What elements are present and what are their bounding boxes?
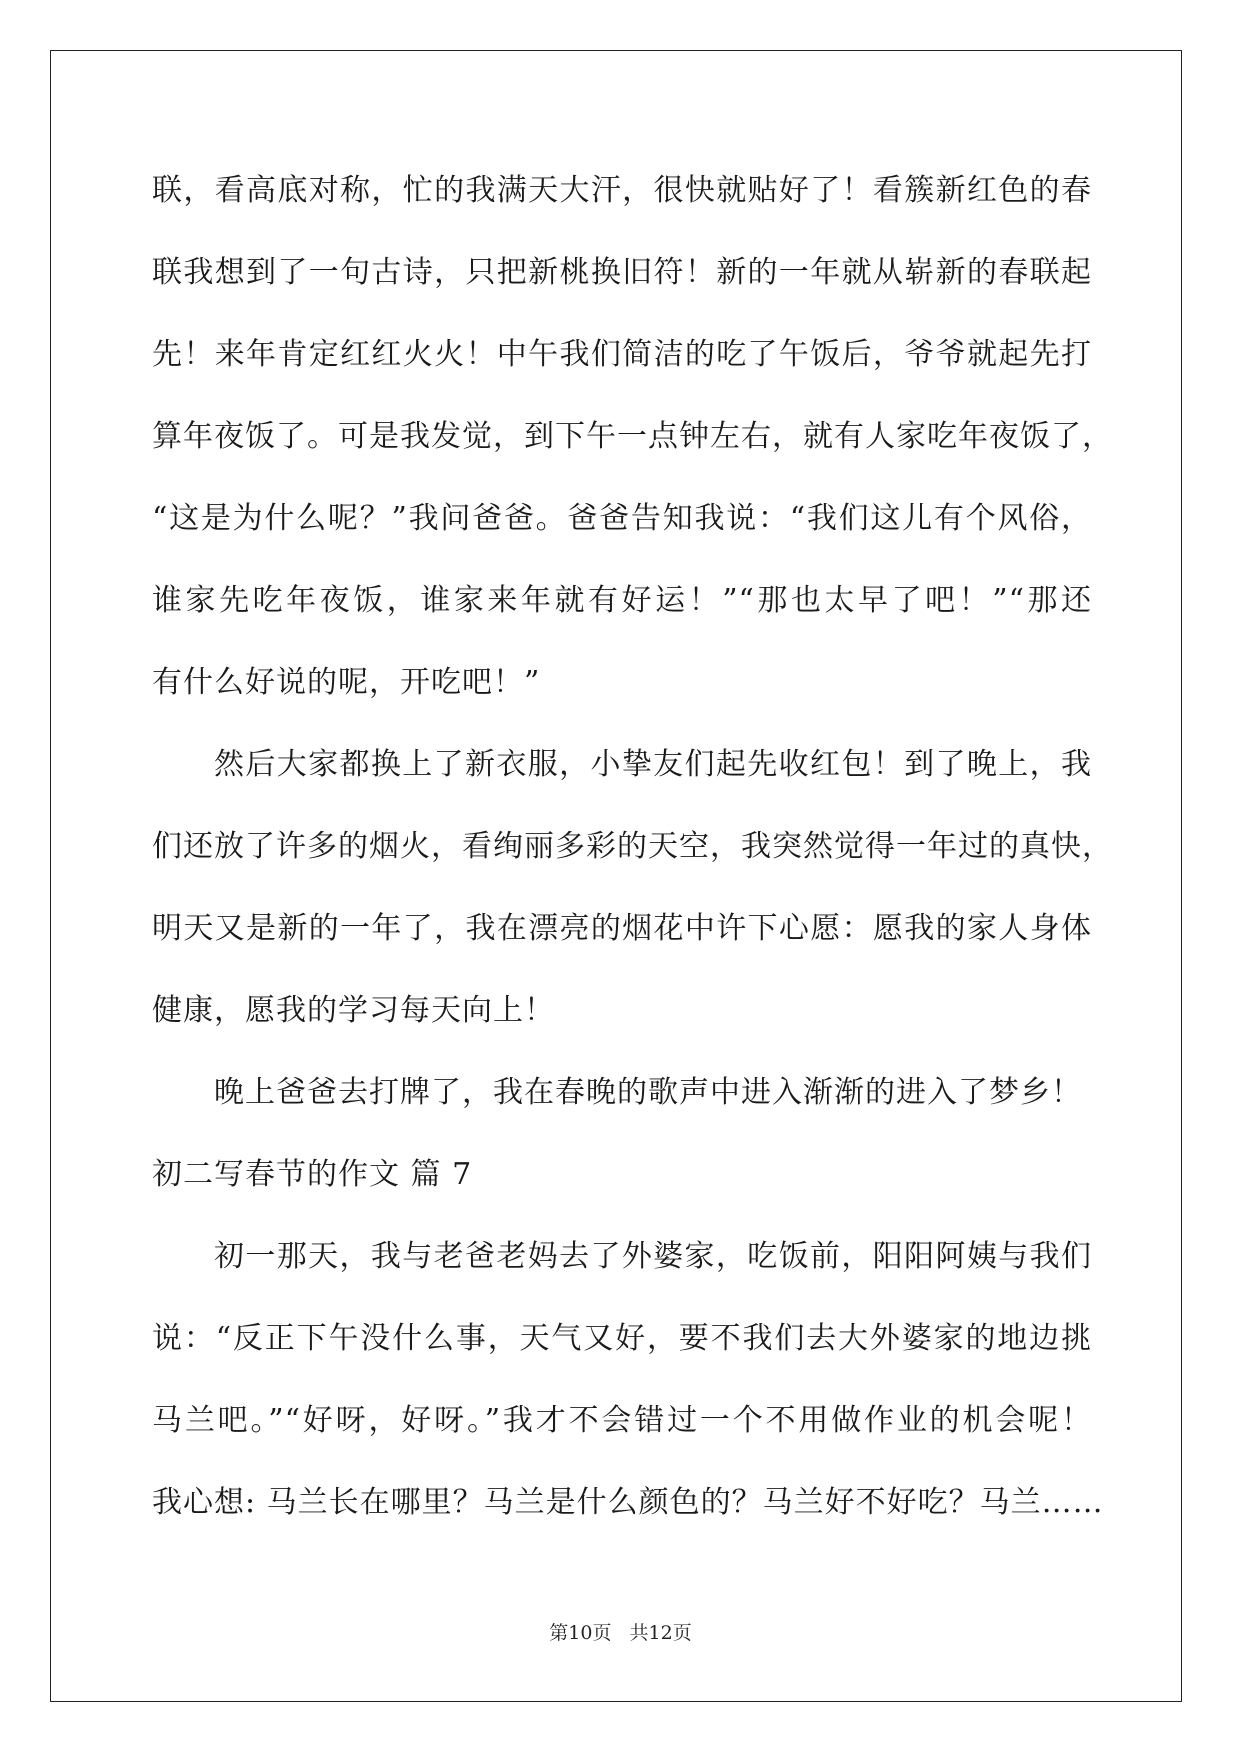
text-line: 明天又是新的一年了，我在漂亮的烟花中许下心愿：愿我的家人身体 (152, 911, 1092, 946)
paragraph-start-line: 初一那天，我与老爸老妈去了外婆家，吃饭前，阳阳阿姨与我们 (214, 1239, 1092, 1274)
text-line: 谁家先吃年夜饭，谁家来年就有好运！”“那也太早了吧！”“那还 (152, 583, 1092, 618)
text-line: 说：“反正下午没什么事，天气又好，要不我们去大外婆家的地边挑 (152, 1321, 1092, 1356)
paragraph-start-line: 然后大家都换上了新衣服，小挚友们起先收红包！到了晚上，我 (214, 747, 1092, 782)
text-line: 健康，愿我的学习每天向上！ (152, 993, 555, 1028)
page-number: 第10页 (549, 1622, 612, 1644)
text-line: 联我想到了一句古诗，只把新桃换旧符！新的一年就从崭新的春联起 (152, 255, 1092, 290)
paragraph-start-line: 晚上爸爸去打牌了，我在春晚的歌声中进入渐渐的进入了梦乡！ (214, 1075, 1082, 1110)
text-line: 们还放了许多的烟火，看绚丽多彩的天空，我突然觉得一年过的真快， (152, 829, 1113, 864)
text-line: 先！来年肯定红红火火！中午我们简洁的吃了午饭后，爷爷就起先打 (152, 337, 1092, 372)
text-line: 联，看高底对称，忙的我满天大汗，很快就贴好了！看簇新红色的春 (152, 173, 1092, 208)
text-line: “这是为什么呢？”我问爸爸。爸爸告知我说：“我们这儿有个风俗， (152, 501, 1092, 536)
page-total: 共12页 (629, 1622, 692, 1644)
text-line: 算年夜饭了。可是我发觉，到下午一点钟左右，就有人家吃年夜饭了， (152, 419, 1113, 454)
page-footer (0, 1618, 1241, 1645)
text-line: 马兰吧。”“好呀，好呀。”我才不会错过一个不用做作业的机会呢！ (152, 1403, 1092, 1438)
text-line: 有什么好说的呢，开吃吧！” (152, 665, 541, 700)
section-heading: 初二写春节的作文 篇 7 (152, 1157, 473, 1192)
text-line: 我心想: 马兰长在哪里？马兰是什么颜色的？马兰好不好吃？马兰…… (152, 1485, 1104, 1520)
document-body (152, 150, 1113, 1544)
